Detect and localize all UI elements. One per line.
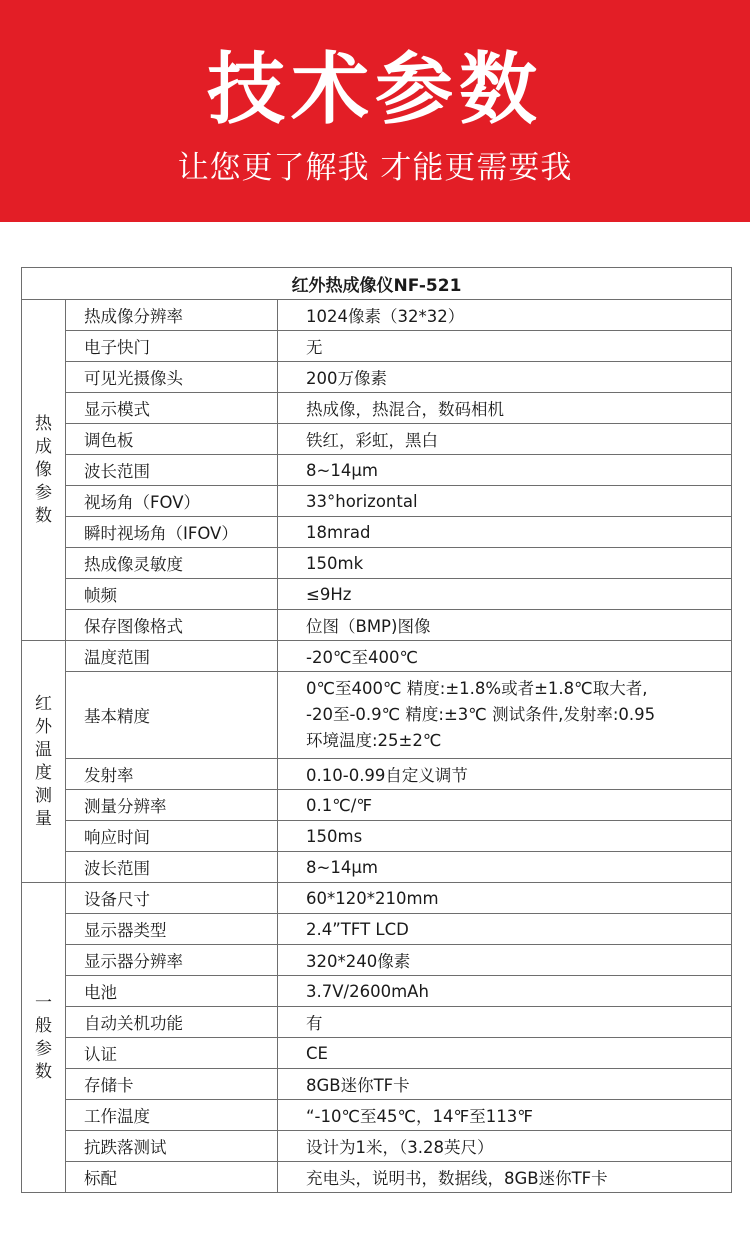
spec-value: 有 [278, 1007, 732, 1038]
table-row [22, 1069, 732, 1100]
table-row [22, 672, 732, 759]
spec-label: 显示器分辨率 [66, 945, 278, 976]
spec-value-line: -20至-0.9℃ 精度:±3℃ 测试条件,发射率:0.95 [306, 705, 656, 724]
spec-value: -20℃至400℃ [278, 641, 732, 672]
table-row [22, 790, 732, 821]
spec-value: 1024像素（32*32） [278, 300, 732, 331]
table-row [22, 331, 732, 362]
spec-label: 显示器类型 [66, 914, 278, 945]
table-row [22, 883, 732, 914]
spec-value: 320*240像素 [278, 945, 732, 976]
spec-label: 存储卡 [66, 1069, 278, 1100]
spec-label: 帧频 [66, 579, 278, 610]
spec-label: 电子快门 [66, 331, 278, 362]
table-row [22, 1131, 732, 1162]
table-row [22, 362, 732, 393]
page-title: 技术参数 [206, 45, 543, 135]
spec-value-line: 环境温度:25±2℃ [306, 731, 442, 750]
table-row [22, 641, 732, 672]
spec-value: 0.10-0.99自定义调节 [278, 759, 732, 790]
table-row [22, 1100, 732, 1131]
table-row [22, 548, 732, 579]
spec-label: 基本精度 [66, 672, 278, 759]
group-label-text: 热成像参数 [35, 413, 52, 526]
table-row [22, 976, 732, 1007]
group-label [22, 300, 66, 641]
spec-value: “-10℃至45℃，14℉至113℉ [278, 1100, 732, 1131]
spec-label: 视场角（FOV） [66, 486, 278, 517]
spec-value: 8GB迷你TF卡 [278, 1069, 732, 1100]
table-row [22, 852, 732, 883]
spec-label: 波长范围 [66, 852, 278, 883]
table-row [22, 300, 732, 331]
spec-value: 150ms [278, 821, 732, 852]
spec-value [278, 672, 732, 759]
group-label [22, 641, 66, 883]
table-row [22, 579, 732, 610]
spec-label: 波长范围 [66, 455, 278, 486]
header-banner [0, 0, 750, 222]
table-row [22, 455, 732, 486]
spec-label: 抗跌落测试 [66, 1131, 278, 1162]
table-row [22, 945, 732, 976]
spec-label: 显示模式 [66, 393, 278, 424]
spec-value: 0.1℃/℉ [278, 790, 732, 821]
spec-value: CE [278, 1038, 732, 1069]
spec-label: 设备尺寸 [66, 883, 278, 914]
spec-value: 200万像素 [278, 362, 732, 393]
table-header-row [22, 268, 732, 300]
table-row [22, 393, 732, 424]
table-caption: 红外热成像仪NF-521 [22, 268, 732, 300]
spec-label: 热成像灵敏度 [66, 548, 278, 579]
spec-value: 2.4”TFT LCD [278, 914, 732, 945]
table-row [22, 610, 732, 641]
spec-table [21, 267, 732, 1193]
spec-value-line: 0℃至400℃ 精度:±1.8%或者±1.8℃取大者, [306, 679, 648, 698]
spec-label: 热成像分辨率 [66, 300, 278, 331]
spec-value: 无 [278, 331, 732, 362]
table-row [22, 1038, 732, 1069]
group-label-text: 红外温度测量 [35, 693, 52, 829]
spec-value: 150mk [278, 548, 732, 579]
group-label-text: 一般参数 [35, 992, 52, 1082]
spec-value: 3.7V/2600mAh [278, 976, 732, 1007]
spec-label: 保存图像格式 [66, 610, 278, 641]
spec-value: 33°horizontal [278, 486, 732, 517]
spec-value: 充电头，说明书，数据线，8GB迷你TF卡 [278, 1162, 732, 1193]
spec-label: 瞬时视场角（IFOV） [66, 517, 278, 548]
spec-label: 标配 [66, 1162, 278, 1193]
spec-label: 认证 [66, 1038, 278, 1069]
table-row [22, 424, 732, 455]
spec-value: ≤9Hz [278, 579, 732, 610]
table-row [22, 517, 732, 548]
spec-value: 设计为1米，（3.28英尺） [278, 1131, 732, 1162]
spec-label: 温度范围 [66, 641, 278, 672]
spec-value: 8~14μm [278, 455, 732, 486]
table-row [22, 759, 732, 790]
table-row [22, 821, 732, 852]
spec-label: 发射率 [66, 759, 278, 790]
spec-label: 调色板 [66, 424, 278, 455]
spec-label: 电池 [66, 976, 278, 1007]
spec-value: 铁红，彩虹，黑白 [278, 424, 732, 455]
spec-label: 测量分辨率 [66, 790, 278, 821]
group-label [22, 883, 66, 1193]
page-subtitle: 让您更了解我 才能更需要我 [177, 150, 573, 186]
table-row [22, 1007, 732, 1038]
table-row [22, 486, 732, 517]
spec-label: 工作温度 [66, 1100, 278, 1131]
spec-value: 18mrad [278, 517, 732, 548]
table-row [22, 1162, 732, 1193]
spec-value: 60*120*210mm [278, 883, 732, 914]
spec-value: 热成像，热混合，数码相机 [278, 393, 732, 424]
spec-label: 响应时间 [66, 821, 278, 852]
spec-value: 8~14μm [278, 852, 732, 883]
spec-label: 可见光摄像头 [66, 362, 278, 393]
spec-value: 位图（BMP)图像 [278, 610, 732, 641]
table-row [22, 914, 732, 945]
spec-label: 自动关机功能 [66, 1007, 278, 1038]
